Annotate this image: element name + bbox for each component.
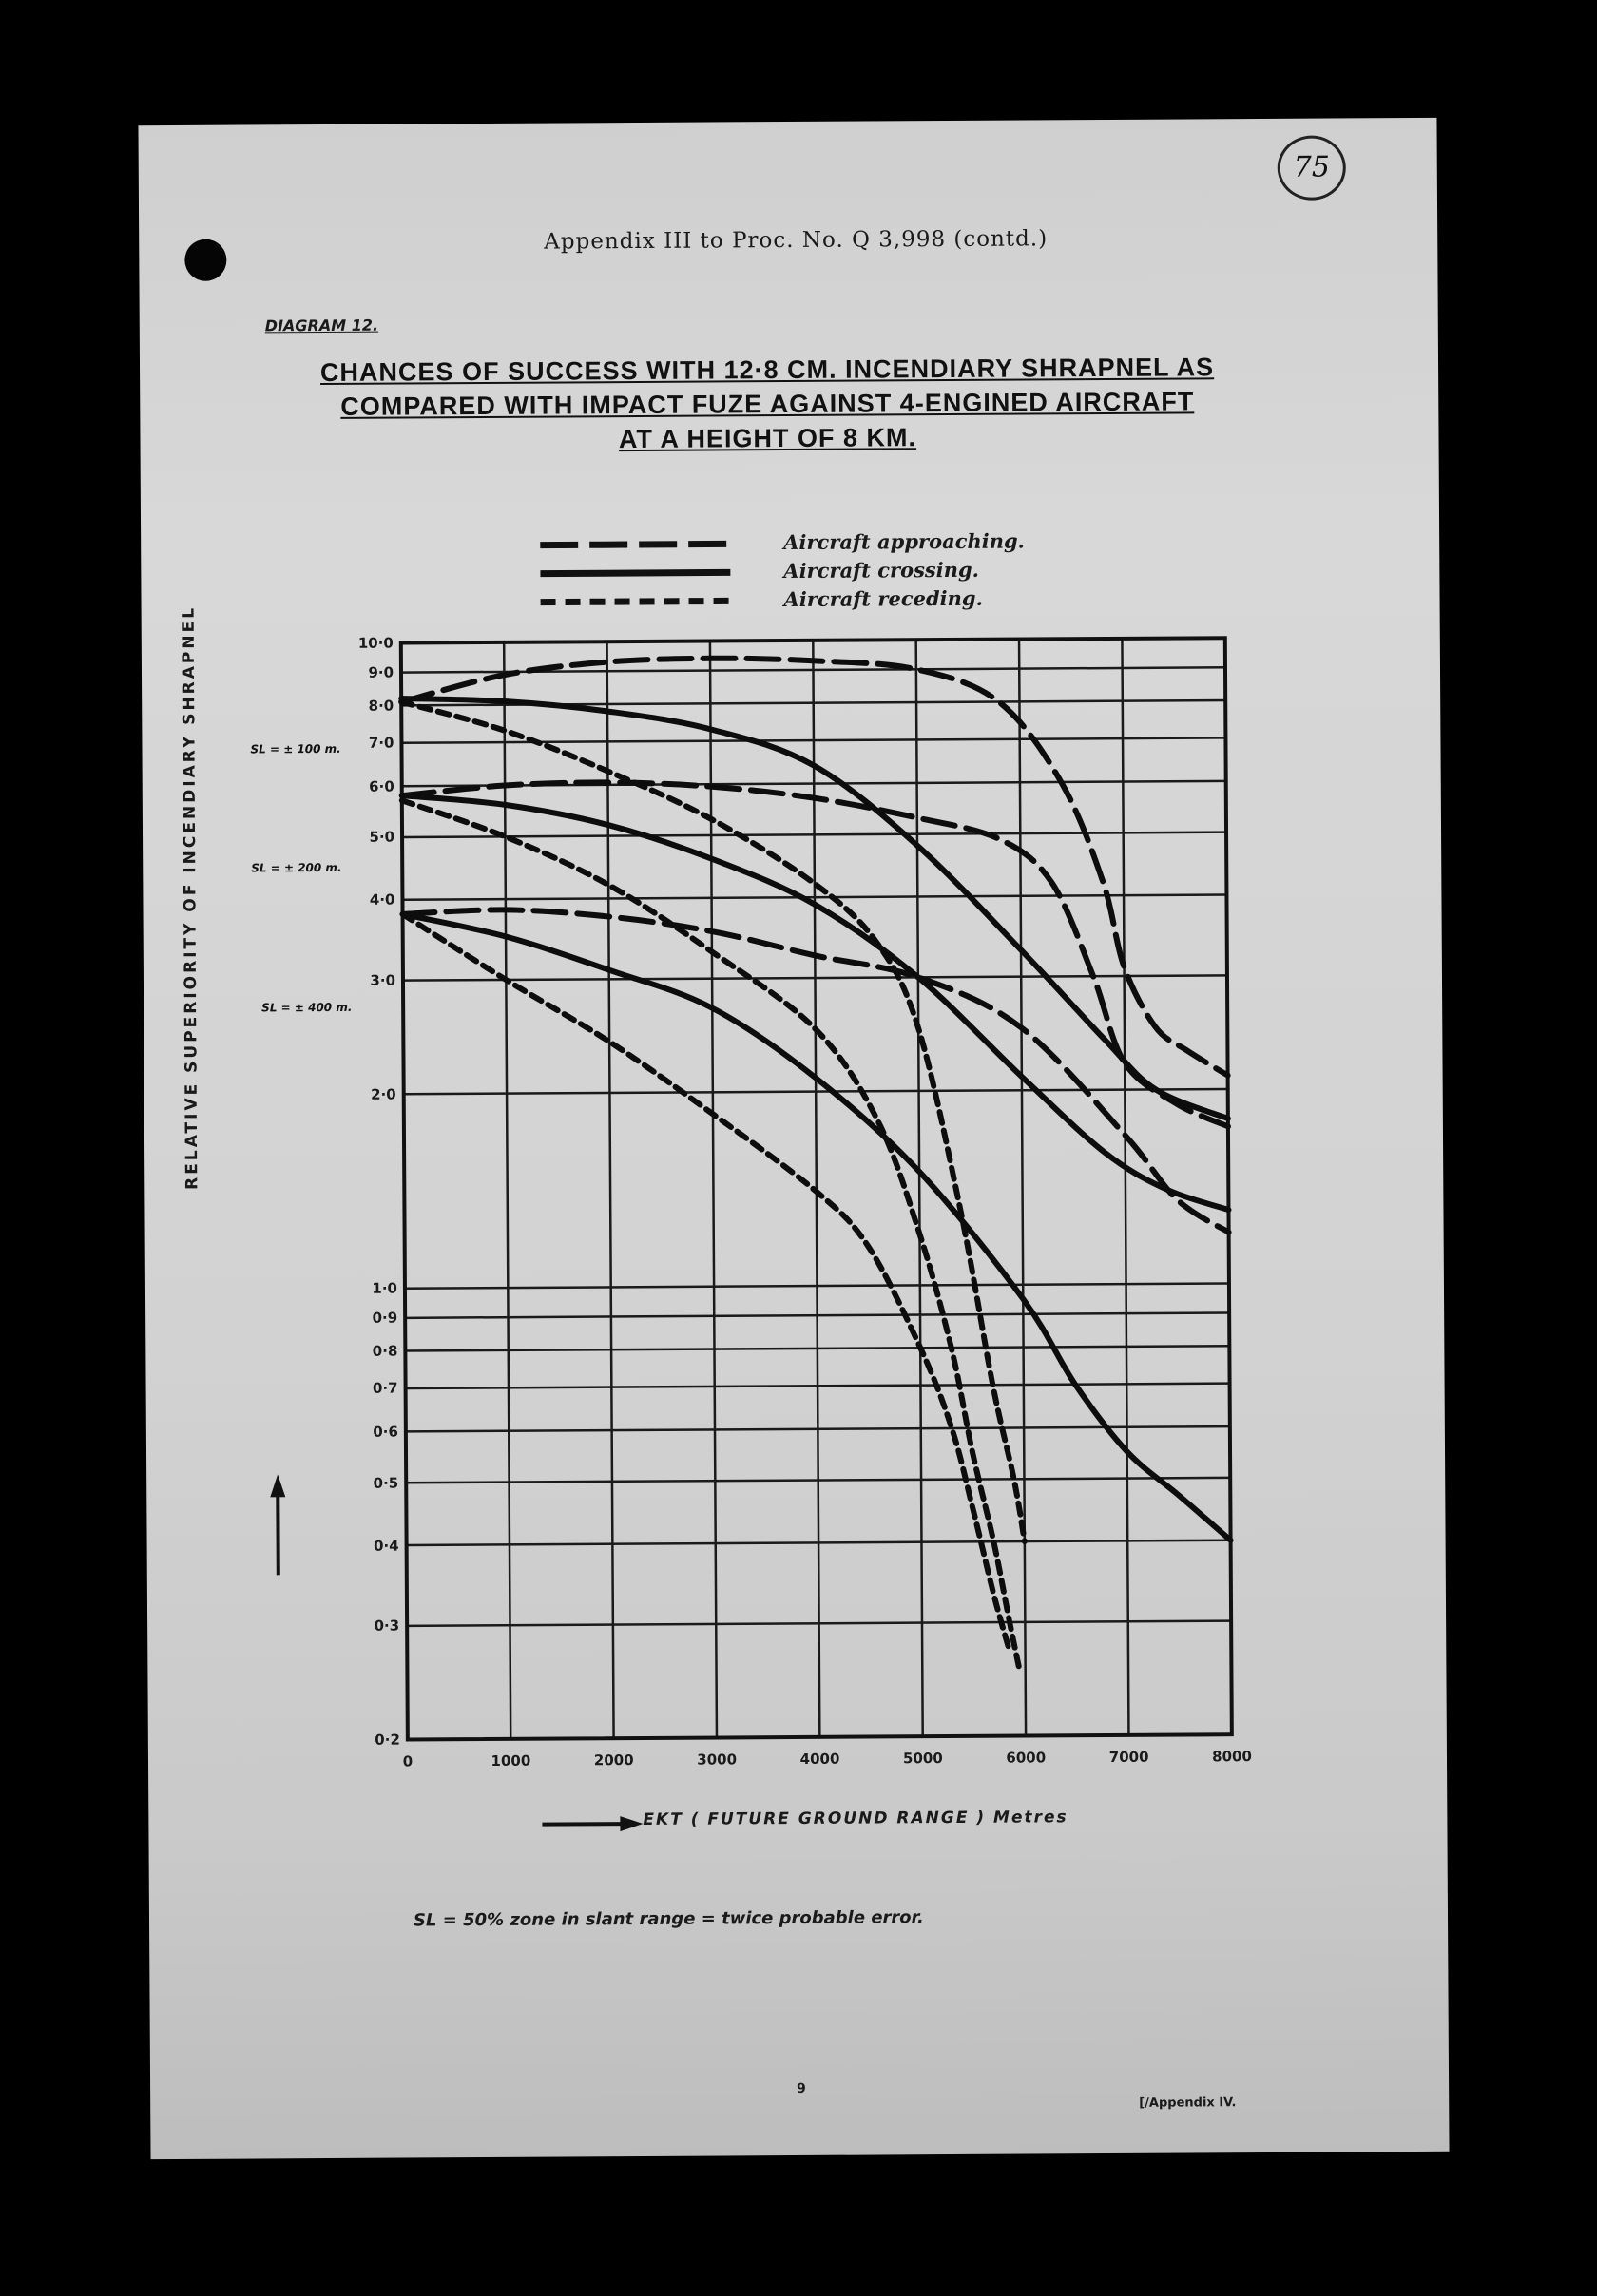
chart-plot: [138, 118, 1449, 2159]
y-tick-label: 8·0: [368, 697, 394, 715]
y-axis-arrowhead: [270, 1474, 285, 1497]
legend-label-approaching: Aircraft approaching.: [783, 528, 1026, 555]
group-label-200m: SL = ± 200 m.: [251, 860, 342, 875]
y-tick-label: 0·2: [375, 1731, 400, 1749]
y-axis-arrow: [278, 1493, 279, 1575]
group-label-100m: SL = ± 100 m.: [250, 741, 341, 756]
x-tick-label: 6000: [1006, 1749, 1047, 1767]
x-axis-label: EKT ( FUTURE GROUND RANGE ) Metres: [643, 1808, 1068, 1829]
y-tick-label: 6·0: [369, 777, 394, 795]
x-tick-label: 0: [402, 1752, 414, 1770]
y-tick-label: 1·0: [372, 1279, 398, 1297]
x-tick-label: 5000: [902, 1750, 943, 1768]
y-tick-label: 0·6: [373, 1423, 398, 1441]
y-tick-label: 0·8: [372, 1342, 398, 1360]
y-tick-label: 3·0: [370, 971, 396, 989]
x-tick-label: 8000: [1212, 1748, 1252, 1766]
y-tick-label: 0·7: [372, 1379, 398, 1398]
footer-continuation: [/Appendix IV.: [1139, 2095, 1237, 2111]
y-tick-label: 7·0: [368, 734, 394, 752]
legend-label-receding: Aircraft receding.: [783, 585, 983, 612]
y-tick-label: 2·0: [371, 1085, 396, 1103]
y-tick-label: 4·0: [369, 890, 395, 909]
x-tick-label: 2000: [593, 1751, 634, 1770]
x-gridline: [916, 640, 923, 1736]
x-tick-label: 1000: [491, 1751, 531, 1770]
y-tick-label: 0·5: [373, 1474, 399, 1492]
y-tick-label: 0·9: [372, 1309, 398, 1328]
x-tick-label: 3000: [697, 1751, 738, 1769]
x-gridline: [1122, 639, 1128, 1735]
y-tick-label: 5·0: [369, 829, 395, 847]
x-gridline: [1019, 640, 1026, 1736]
y-tick-label: 10·0: [357, 634, 394, 652]
x-tick-label: 7000: [1108, 1748, 1149, 1766]
document-page: [138, 118, 1449, 2159]
footnote: SL = 50% zone in slant range = twice probable error.: [413, 1907, 924, 1931]
x-gridline: [710, 641, 717, 1738]
y-tick-label: 0·3: [374, 1617, 400, 1636]
x-tick-label: 4000: [799, 1750, 840, 1768]
legend-label-crossing: Aircraft crossing.: [783, 557, 980, 584]
x-axis-arrowhead: [620, 1816, 643, 1831]
y-tick-label: 9·0: [368, 663, 394, 681]
diagram-label: DIAGRAM 12.: [264, 316, 379, 335]
y-axis-label: RELATIVE SUPERIORITY OF INCENDIARY SHRAPNEL: [179, 604, 202, 1190]
group-label-400m: SL = ± 400 m.: [261, 1000, 353, 1015]
chart-title-line-3: AT A HEIGHT OF 8 KM.: [618, 423, 917, 454]
page-number: 9: [797, 2080, 806, 2096]
page-header: Appendix III to Proc. No. Q 3,998 (contd.): [544, 226, 1049, 255]
x-axis-arrow: [542, 1824, 624, 1825]
chart-title-line-2: COMPARED WITH IMPACT FUZE AGAINST 4-ENGINED AIRCRAFT: [340, 387, 1195, 421]
x-gridline: [607, 641, 614, 1738]
chart-title-line-1: CHANCES OF SUCCESS WITH 12·8 CM. INCENDIARY SHRAPNEL AS: [319, 353, 1215, 388]
stamp-number: 75: [1293, 150, 1330, 184]
y-tick-label: 0·4: [373, 1537, 399, 1555]
